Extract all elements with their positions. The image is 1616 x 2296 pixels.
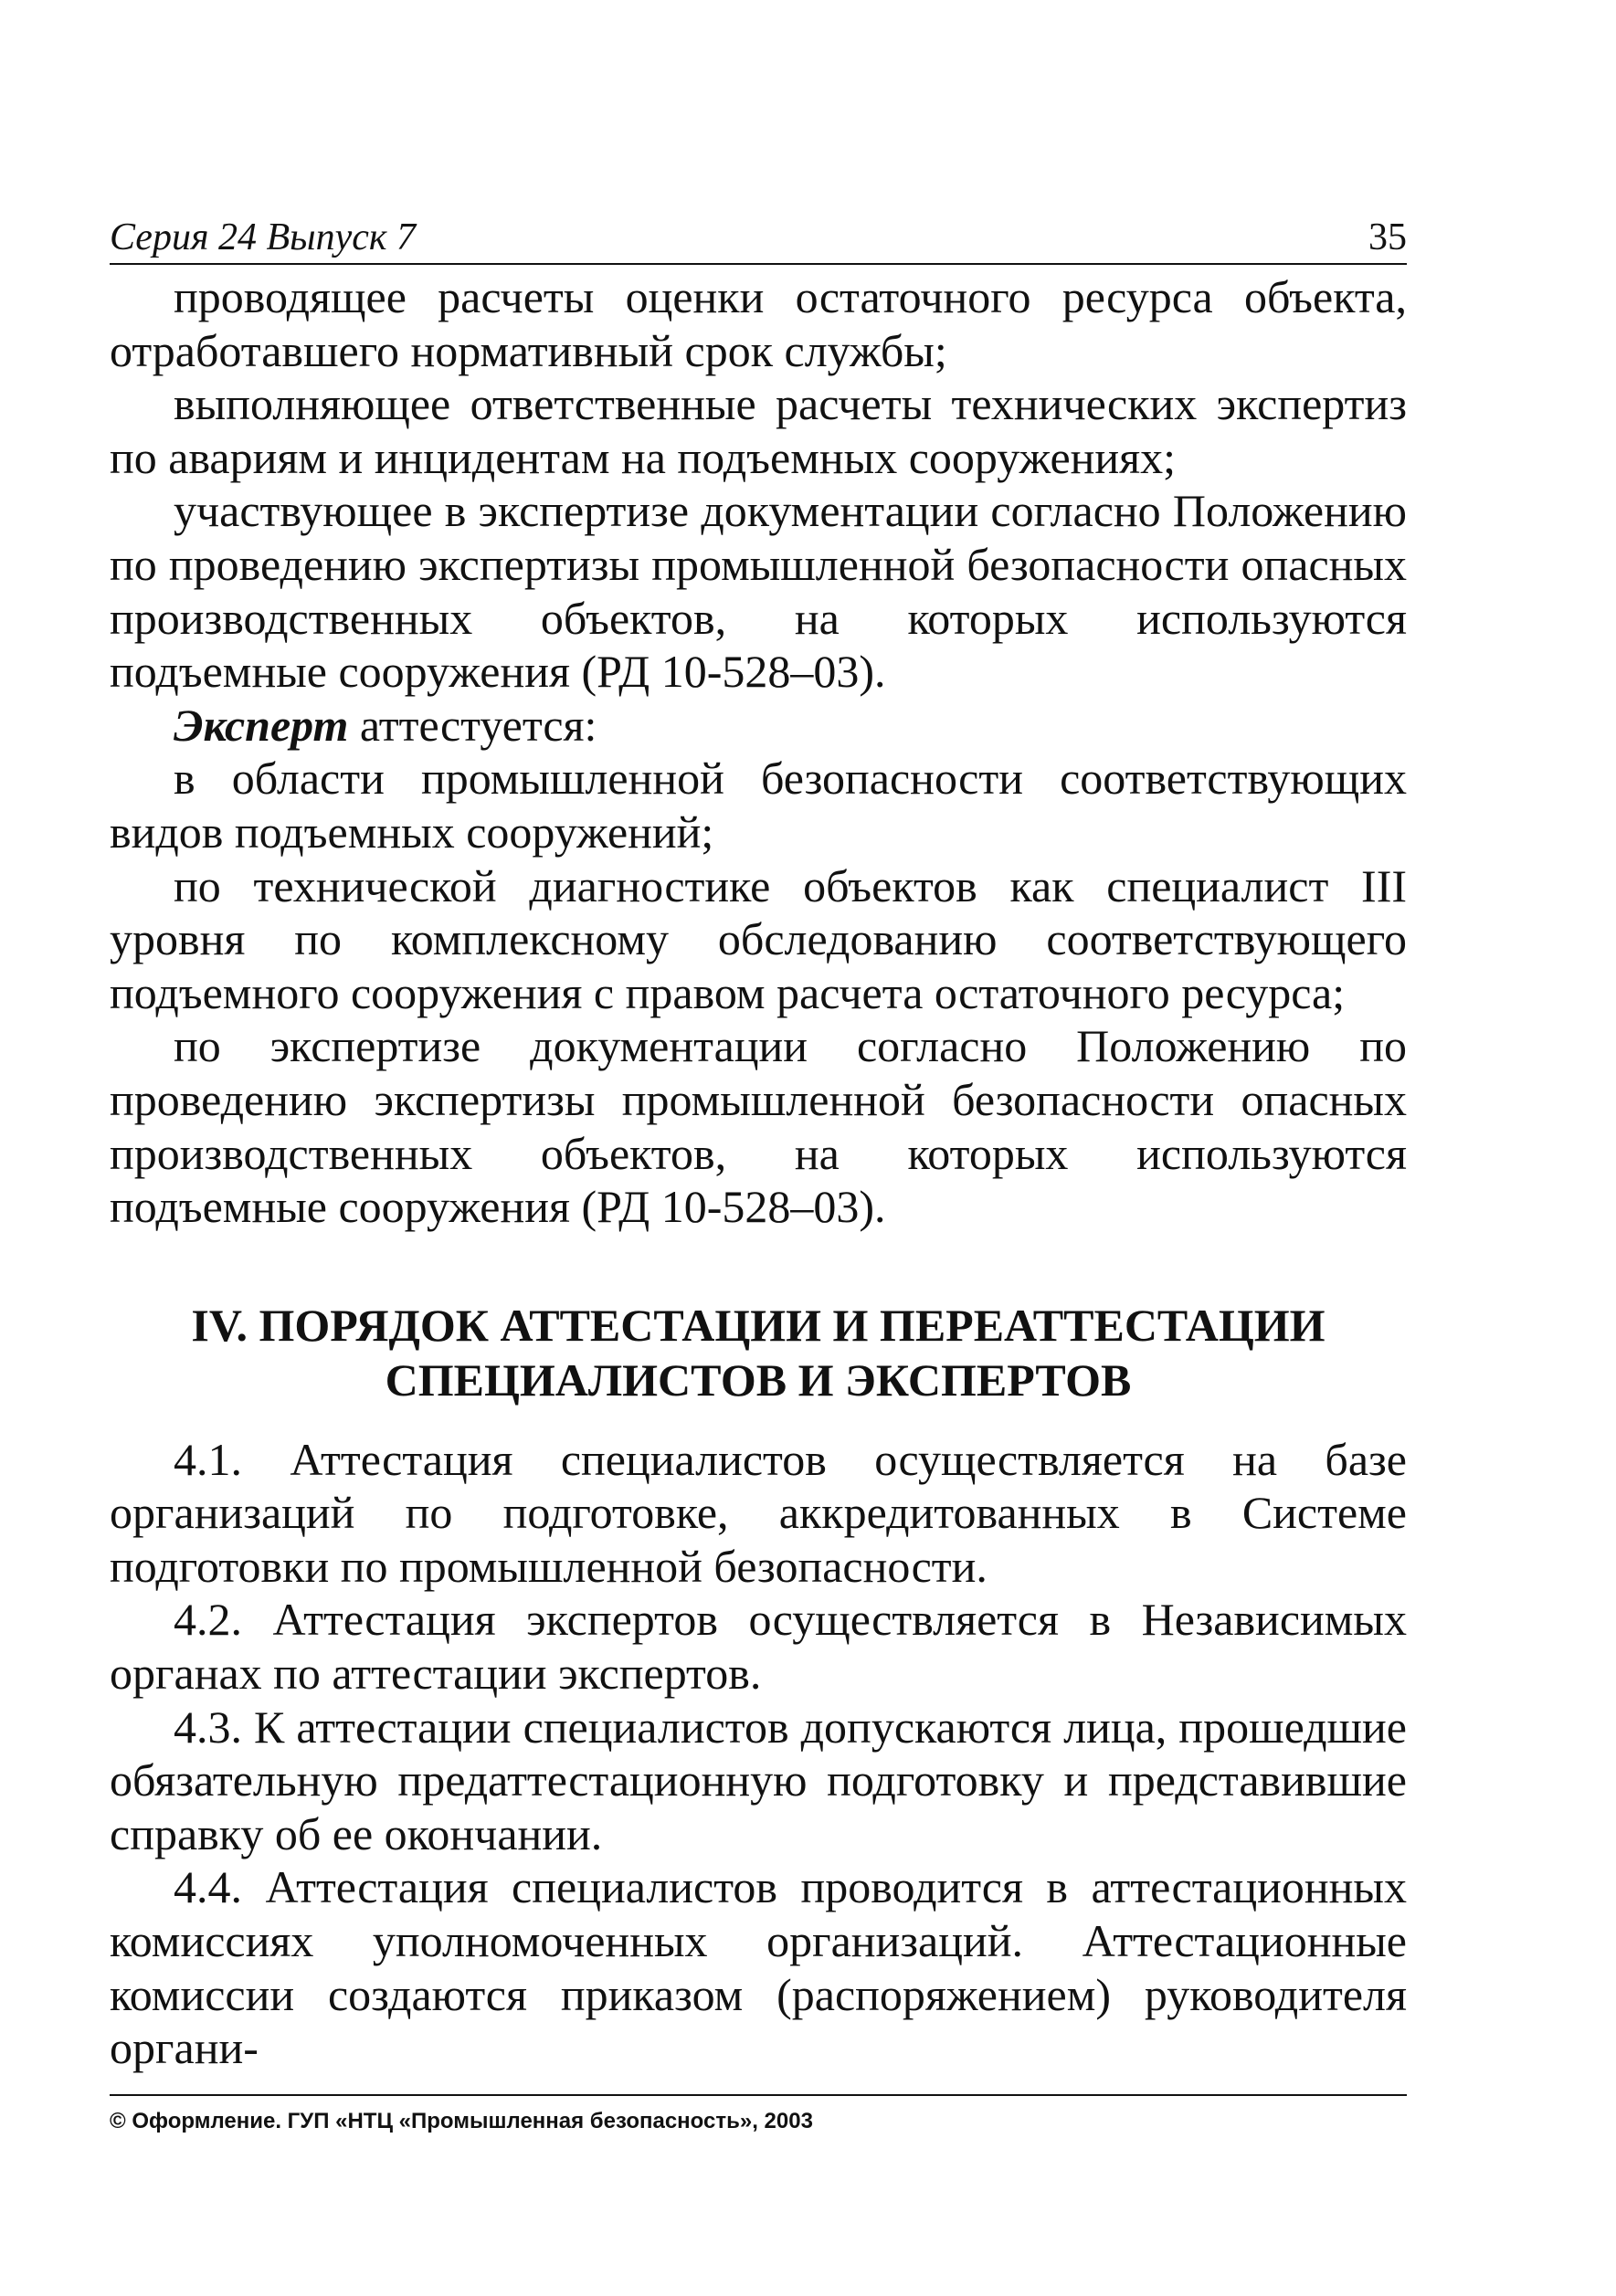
series-label: Серия 24 Выпуск 7 (110, 216, 416, 258)
section-heading (110, 1298, 1407, 1407)
copyright-footer: © Оформление. ГУП «НТЦ «Промышленная безопасность», 2003 (110, 2109, 813, 2133)
paragraph: участвующее в экспертизе документации согласно Положению по проведению экспертизы промышленной безопасности опасных производственных объектов, на которых используются подъемные сооружения (РД 10-528–03). (110, 485, 1407, 698)
body-text (110, 270, 1407, 2075)
running-header (110, 212, 1407, 265)
paragraph: выполняющее ответственные расчеты технических экспертиз по авариям и инцидентам на подъемных сооружениях; (110, 378, 1407, 483)
clause-4-2: 4.2. Аттестация экспертов осуществляется в Независимых органах по аттестации экспертов. (110, 1594, 1407, 1700)
section-heading-line-2: СПЕЦИАЛИСТОВ И ЭКСПЕРТОВ (385, 1353, 1132, 1406)
paragraph: в области промышленной безопасности соответствующих видов подъемных сооружений; (110, 753, 1407, 858)
paragraph: проводящее расчеты оценки остаточного ресурса объекта, отработавшего нормативный срок службы; (110, 271, 1407, 376)
paragraph: по экспертизе документации согласно Положению по проведению экспертизы промышленной безопасности опасных производственных объектов, на которых используются подъемные сооружения (РД 10-528–03). (110, 1020, 1407, 1233)
paragraph: по технической диагностике объектов как специалист III уровня по комплексному обследованию соответствующего подъемного сооружения с правом расчета остаточного ресурса; (110, 859, 1407, 1018)
expert-paragraph (110, 699, 1407, 753)
document-page (110, 212, 1407, 2075)
clause-4-4: 4.4. Аттестация специалистов проводится в аттестационных комиссиях уполномоченных организаций. Аттестационные комиссии создаются приказом (распоряжением) руководителя органи- (110, 1861, 1407, 2074)
page-number: 35 (1368, 216, 1407, 258)
footer-divider (110, 2094, 1407, 2096)
clause-4-3: 4.3. К аттестации специалистов допускаются лица, прошедшие обязательную предаттестационную подготовку и представившие справку об ее окончании. (110, 1701, 1407, 1859)
expert-rest: аттестуется: (348, 699, 597, 751)
expert-term: Эксперт (174, 699, 349, 751)
clause-4-1: 4.1. Аттестация специалистов осуществляется на базе организаций по подготовке, аккредитованных в Системе подготовки по промышленной безопасности. (110, 1433, 1407, 1592)
section-heading-line-1: IV. ПОРЯДОК АТТЕСТАЦИИ И ПЕРЕАТТЕСТАЦИИ (191, 1299, 1326, 1351)
